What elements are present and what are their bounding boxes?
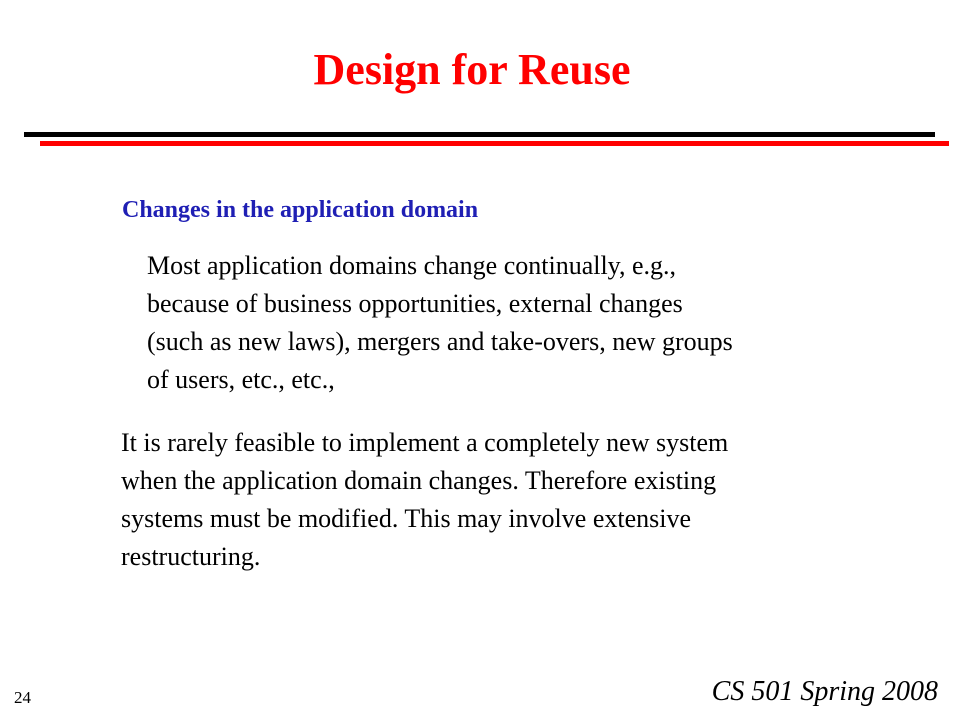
paragraph-line: of users, etc., etc., <box>147 365 335 394</box>
title-rule-red <box>40 141 949 146</box>
paragraph-line: systems must be modified. This may involve extensive <box>121 504 692 533</box>
paragraph-line: It is rarely feasible to implement a completely new system <box>121 428 729 457</box>
paragraph-line: (such as new laws), mergers and take-overs, new groups <box>147 327 733 356</box>
paragraph-line: restructuring. <box>121 542 261 571</box>
paragraph-line: because of business opportunities, external changes <box>147 289 683 318</box>
page-number: 24 <box>14 688 31 707</box>
slide-title: Design for Reuse <box>313 45 631 94</box>
paragraph-line: when the application domain changes. Therefore existing <box>121 466 717 495</box>
indented-paragraph <box>147 247 887 399</box>
paragraph-line: Most application domains change continually, e.g., <box>147 251 677 280</box>
course-footer: CS 501 Spring 2008 <box>711 676 938 707</box>
main-paragraph <box>121 424 881 576</box>
section-heading: Changes in the application domain <box>122 197 479 223</box>
title-rule-black <box>24 132 935 137</box>
